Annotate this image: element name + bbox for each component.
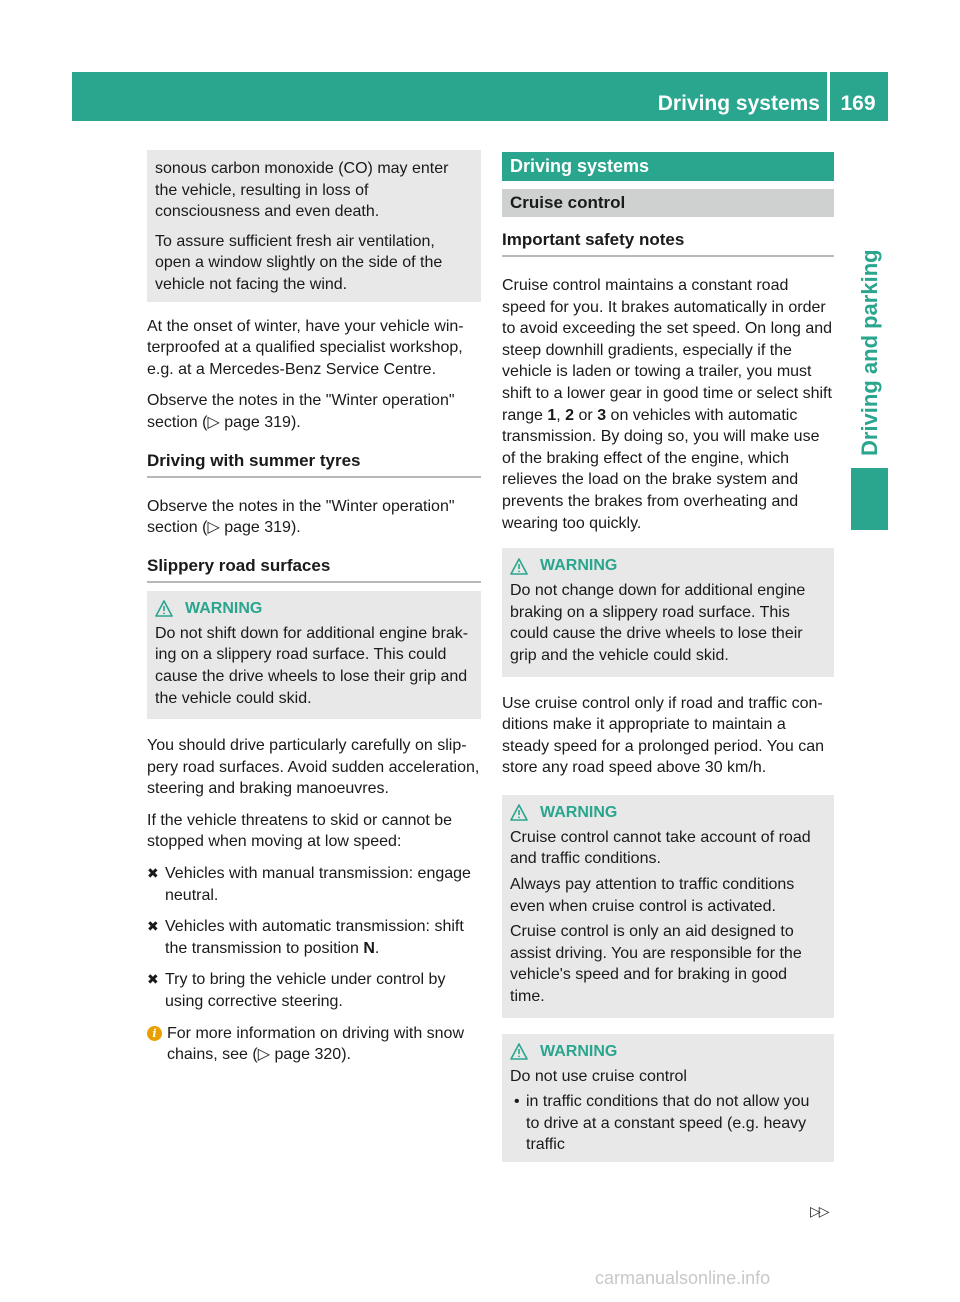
warning-box-conditions — [502, 795, 834, 1018]
slippery-paragraph: You should drive particularly carefully on slippery road surfaces. Avoid sudden acceleration, steering and braking manoeuvres. — [147, 737, 480, 798]
warning-label: WARNING — [540, 557, 618, 575]
winterproof-paragraph: At the onset of winter, have your vehicle winterproofed at a qualified specialist workshop, e.g. at a Mercedes-Benz Service Centre. — [147, 317, 464, 378]
warning-box-do-not-use — [502, 1034, 834, 1162]
cruise-intro-paragraph — [502, 275, 834, 534]
step-text: Try to bring the vehicle under control by using corrective steering. — [165, 971, 446, 1011]
summer-tyres-paragraph: Observe the notes in the "Winter operation" section (▷ page 319). — [147, 497, 455, 537]
warning-label: WARNING — [540, 1042, 618, 1060]
subsection-heading-cruise-control: Cruise control — [502, 189, 834, 217]
shift-range-3: 3 — [597, 406, 607, 424]
side-tab — [851, 180, 888, 460]
warning-triangle-icon — [510, 558, 528, 575]
sep-1: , — [556, 406, 566, 424]
bullet-dot: • — [514, 1093, 520, 1111]
warning-label: WARNING — [540, 803, 618, 821]
skid-paragraph: If the vehicle threatens to skid or cannot be stopped when moving at low speed: — [147, 811, 453, 851]
step-text: Vehicles with manual transmission: engage neutral. — [165, 865, 471, 904]
heading-summer-tyres: Driving with summer tyres — [147, 450, 481, 478]
warning-text-3: Cruise control is only an aid designed to assist driving. You are responsible for the vehicle's speed and for braking in good time. — [510, 923, 802, 1006]
winter-notes-paragraph: Observe the notes in the "Winter operation" section (▷ page 319). — [147, 392, 455, 431]
usage-paragraph: Use cruise control only if road and traffic conditions make it appropriate to maintain a steady speed for a prolonged period. You can store any road speed above 30 km/h. — [502, 694, 825, 777]
watermark: carmanualsonline.info — [595, 1268, 771, 1288]
header-divider — [827, 72, 830, 121]
right-column — [502, 152, 834, 1178]
warning-triangle-icon — [155, 600, 173, 617]
warning-label: WARNING — [185, 599, 263, 617]
cruise-text-a: Cruise control maintains a constant road speed for you. It brakes automatically in order to avoid exceeding the set speed. On long and steep downhill gradients, especially if the vehicle is laden or towing a trailer, you must shift to a lower gear in good time or select shift range — [502, 277, 833, 424]
section-heading-driving-systems: Driving systems — [502, 152, 834, 181]
warning-text-1: Cruise control cannot take account of road and traffic conditions. — [510, 828, 811, 868]
intro-warning-continuation — [147, 150, 481, 302]
page-number: 169 — [840, 92, 876, 115]
info-text: For more information on driving with snow chains, see (▷ page 320). — [167, 1024, 465, 1064]
intro-text-2: To assure sufficient fresh air ventilation, open a window slightly on the side of the vehicle not facing the wind. — [155, 232, 443, 293]
list-item — [510, 1091, 826, 1156]
step-item — [147, 863, 481, 906]
step-text: Vehicles with automatic transmission: shift the transmission to position — [165, 918, 464, 957]
left-column — [147, 150, 481, 1066]
warning-triangle-icon — [510, 1043, 528, 1060]
warning-box-change-down — [502, 548, 834, 676]
page-header — [72, 72, 888, 121]
info-icon: i — [147, 1026, 162, 1041]
step-item — [147, 969, 481, 1012]
heading-slippery-roads: Slippery road surfaces — [147, 555, 481, 583]
shift-range-1: 1 — [547, 406, 557, 424]
continue-arrows-icon: ▷▷ — [810, 1203, 828, 1219]
side-tab-block — [851, 468, 888, 530]
warning-triangle-icon — [510, 804, 528, 821]
header-title: Driving systems — [657, 92, 820, 115]
side-tab-label: Driving and parking — [857, 249, 882, 456]
warning-text: Do not shift down for additional engine braking on a slippery road surface. This could cause the drive wheels to lose their grip and the vehicle could skid. — [155, 624, 469, 707]
shift-range-2: 2 — [565, 406, 575, 424]
step-arrow-icon: ✖ — [147, 918, 159, 935]
step-arrow-icon: ✖ — [147, 865, 159, 882]
warning-text-2: Always pay attention to traffic conditions even when cruise control is activated. — [510, 876, 795, 915]
step-bold: N — [363, 939, 375, 957]
step-item — [147, 916, 481, 959]
warning-text-1: Do not use cruise control — [510, 1067, 687, 1085]
sep-2: or — [574, 406, 598, 424]
cruise-text-c: on vehicles with automatic transmission. By doing so, you will make use of the braking effect of the engine, which relieves the load on the brake system and prevents the brakes from overheating and wearing too quickly. — [502, 406, 820, 532]
step-arrow-icon: ✖ — [147, 971, 159, 988]
heading-important-safety-notes: Important safety notes — [502, 229, 834, 257]
info-note — [147, 1023, 481, 1066]
bullet-text: in traffic conditions that do not allow you to drive at a constant speed (e.g. heavy traffic — [526, 1093, 810, 1154]
warning-text: Do not change down for additional engine braking on a slippery road surface. This could cause the drive wheels to lose their grip and the vehicle could skid. — [510, 582, 806, 664]
step-text-end: . — [374, 939, 380, 957]
warning-box-slippery — [147, 591, 481, 719]
intro-text-1: sonous carbon monoxide (CO) may enter the vehicle, resulting in loss of consciousness and even death. — [155, 160, 449, 221]
